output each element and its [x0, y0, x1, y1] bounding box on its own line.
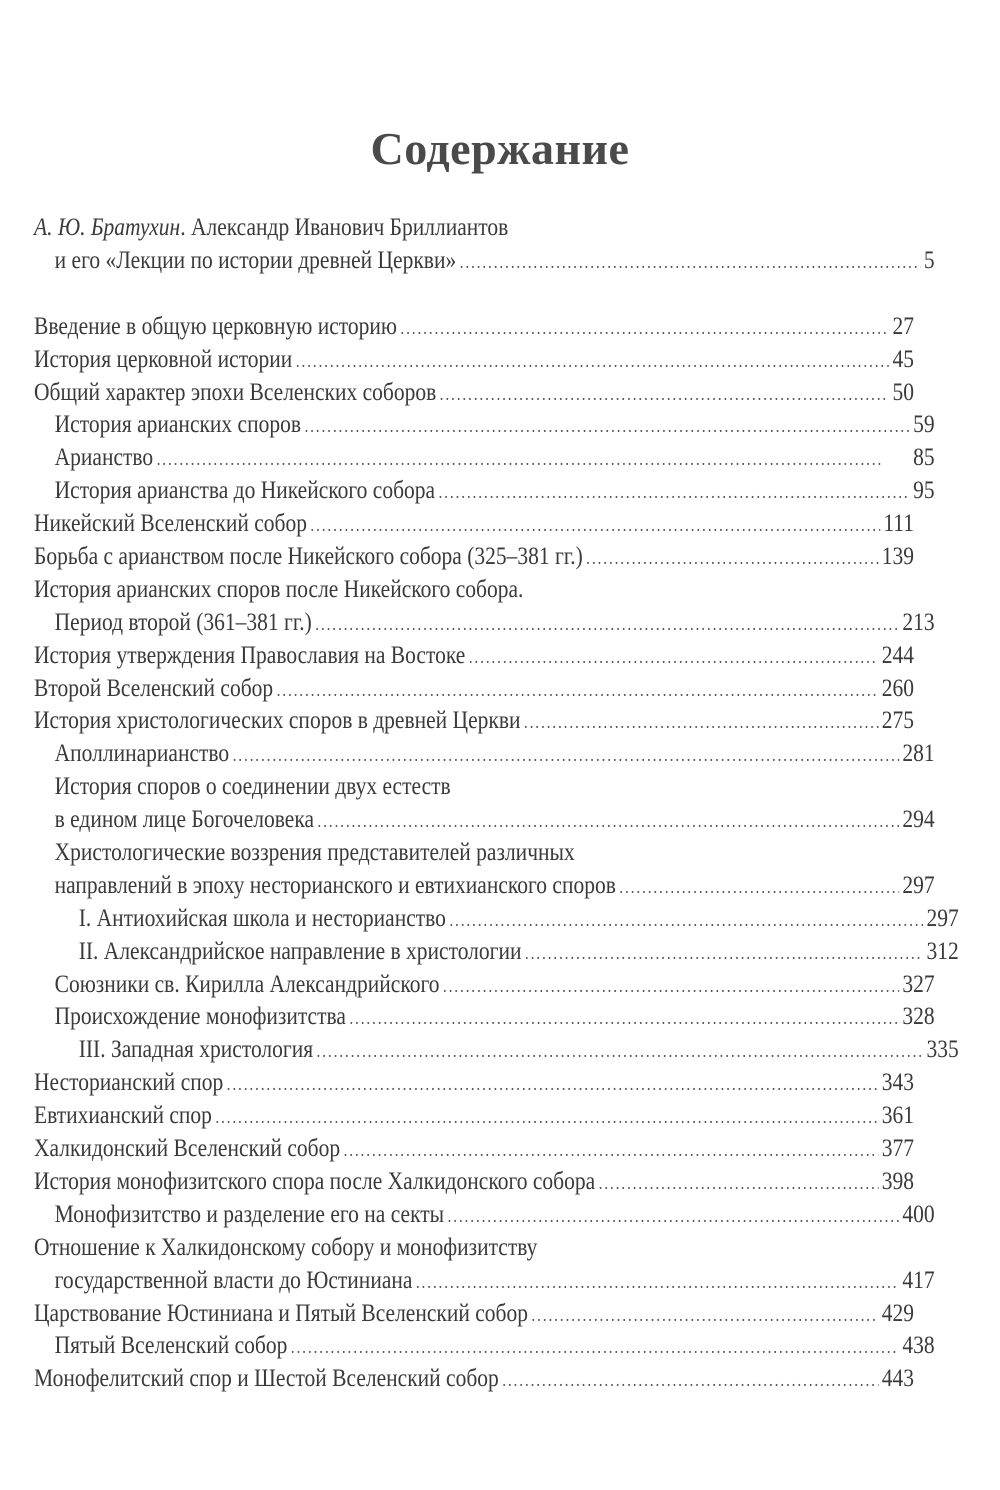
page-number: 139 [881, 543, 914, 571]
toc-entry[interactable]: Монофизитство и разделение его на секты . . . 400 [34, 1199, 935, 1232]
page-number: 398 [881, 1167, 914, 1195]
toc-entry[interactable]: Арианство . . . 85 [34, 442, 935, 475]
page-number: 275 [881, 707, 914, 735]
toc-entry[interactable]: Период второй (361–381 гг.) . . . 213 [34, 607, 935, 640]
toc-entry[interactable]: История арианства до Никейского собора . . . 95 [34, 475, 935, 508]
leader-dots [233, 739, 899, 772]
toc-entry[interactable]: История арианских споров . . . 59 [34, 409, 935, 442]
toc-entry[interactable]: Халкидонский Вселенский собор . . . 377 [34, 1133, 914, 1166]
toc-entry-line-1[interactable]: История споров о соединении двух естеств [54, 773, 451, 801]
toc-entry-line-1[interactable]: Христологические воззрения представителей различных [54, 839, 575, 867]
leader-dots [315, 608, 899, 641]
toc-entry[interactable]: и его «Лекции по истории древней Церкви» . . . 5 [34, 245, 935, 278]
leader-dots [416, 1266, 899, 1299]
toc-entry[interactable]: Аполлинарианство . . . 281 [34, 738, 935, 771]
leader-dots [619, 871, 899, 904]
toc-entry[interactable]: Второй Вселенский собор . . . 260 [34, 673, 914, 706]
page-number: 335 [926, 1036, 959, 1064]
toc-entry[interactable]: История утверждения Православия на Востоке . . . 244 [34, 640, 914, 673]
toc-entry[interactable]: История монофизитского спора после Халкидонского собора . . . 398 [34, 1166, 914, 1199]
leader-dots [448, 1200, 899, 1233]
toc-entry[interactable]: Царствование Юстиниана и Пятый Вселенский собор . . . 429 [34, 1298, 914, 1331]
toc-entry[interactable]: Пятый Вселенский собор . . . 438 [34, 1330, 935, 1363]
leader-dots [443, 970, 899, 1003]
toc-entry[interactable]: в едином лице Богочеловека . . . 294 [34, 804, 935, 837]
page-title: Содержание [370, 123, 630, 174]
leader-dots [310, 509, 880, 542]
leader-dots [449, 904, 923, 937]
toc-entry[interactable]: Общий характер эпохи Вселенских соборов . . . 50 [34, 377, 914, 410]
page-number: 111 [883, 510, 914, 538]
leader-dots [304, 410, 909, 443]
toc-entry[interactable]: История христологических споров в древней Церкви . . . 275 [34, 705, 914, 738]
leader-dots [524, 706, 878, 739]
toc-entry-line-1[interactable]: Отношение к Халкидонскому собору и монофизитству [34, 1233, 538, 1261]
page-number: 377 [881, 1135, 914, 1163]
toc-entry[interactable]: III. Западная христология . . . 335 [34, 1034, 959, 1067]
leader-dots [349, 1002, 899, 1035]
page-number: 343 [881, 1069, 914, 1097]
leader-dots [291, 1331, 899, 1364]
toc-entry[interactable]: Происхождение монофизитства . . . 328 [34, 1001, 935, 1034]
leader-dots [344, 1134, 879, 1167]
toc-entry[interactable]: Введение в общую церковную историю . . . 27 [34, 311, 914, 344]
page-number: 327 [902, 970, 935, 998]
page-number: 297 [902, 871, 935, 899]
toc-entry[interactable]: направлений в эпоху несторианского и евтихианского споров . . . 297 [34, 870, 935, 903]
spacer [34, 278, 914, 311]
toc-entry[interactable]: Монофелитский спор и Шестой Вселенский собор . . . 443 [34, 1363, 914, 1396]
page-number: 50 [892, 378, 914, 406]
page-number: 312 [926, 937, 959, 965]
page-number: 281 [902, 740, 935, 768]
page-number: 244 [881, 641, 914, 669]
toc-entry[interactable]: I. Антиохийская школа и несторианство . . . 297 [34, 903, 959, 936]
toc-entry[interactable]: II. Александрийское направление в христологии . . . 312 [34, 936, 959, 969]
page-number: 59 [913, 411, 935, 439]
page-number: 85 [913, 444, 935, 472]
leader-dots [277, 674, 879, 707]
leader-dots [469, 641, 879, 674]
leader-dots [438, 476, 909, 509]
leader-dots [586, 542, 878, 575]
leader-dots [525, 937, 923, 970]
page-number: 45 [892, 345, 914, 373]
leader-dots [400, 312, 889, 345]
toc-entry-line-1[interactable]: История арианских споров после Никейского собора. [34, 575, 524, 603]
page-number: 361 [881, 1102, 914, 1130]
page-number: 27 [892, 312, 914, 340]
leader-dots [531, 1299, 878, 1332]
page-number: 443 [881, 1365, 914, 1393]
toc-entry[interactable]: Несторианский спор . . . 343 [34, 1067, 914, 1100]
page-number: 400 [902, 1200, 935, 1228]
leader-dots [460, 246, 921, 279]
page-number: 438 [902, 1332, 935, 1360]
page-number: 294 [902, 806, 935, 834]
page-number: 297 [926, 904, 959, 932]
page-number: 429 [881, 1299, 914, 1327]
leader-dots [296, 345, 889, 378]
leader-dots [502, 1364, 878, 1397]
page-number: 5 [923, 246, 935, 274]
toc-entry[interactable]: Никейский Вселенский собор . . . 111 [34, 508, 914, 541]
toc-entry[interactable]: государственной власти до Юстиниана . . . 417 [34, 1265, 935, 1298]
toc-intro-line-1 [34, 212, 914, 245]
leader-dots [227, 1068, 879, 1101]
leader-dots [317, 805, 899, 838]
toc-intro-text: А. Ю. Братухин. Александр Иванович Бриллиантов [34, 214, 509, 241]
leader-dots [599, 1167, 879, 1200]
leader-dots [215, 1101, 878, 1134]
leader-dots [157, 443, 910, 476]
author-name: А. Ю. Братухин [34, 214, 181, 241]
toc-entry[interactable]: Союзники св. Кирилла Александрийского . . . 327 [34, 969, 935, 1002]
leader-dots [317, 1035, 923, 1068]
page-number: 260 [881, 674, 914, 702]
table-of-contents [34, 212, 959, 1396]
page-number: 417 [902, 1266, 935, 1294]
toc-entry[interactable]: Борьба с арианством после Никейского собора (325–381 гг.) . . . 139 [34, 541, 914, 574]
toc-entry[interactable]: Евтихианский спор . . . 361 [34, 1100, 914, 1133]
page-number: 95 [913, 477, 935, 505]
leader-dots [440, 378, 889, 411]
page-number: 213 [902, 608, 935, 636]
page-number: 328 [902, 1003, 935, 1031]
toc-entry[interactable]: История церковной истории . . . 45 [34, 344, 914, 377]
